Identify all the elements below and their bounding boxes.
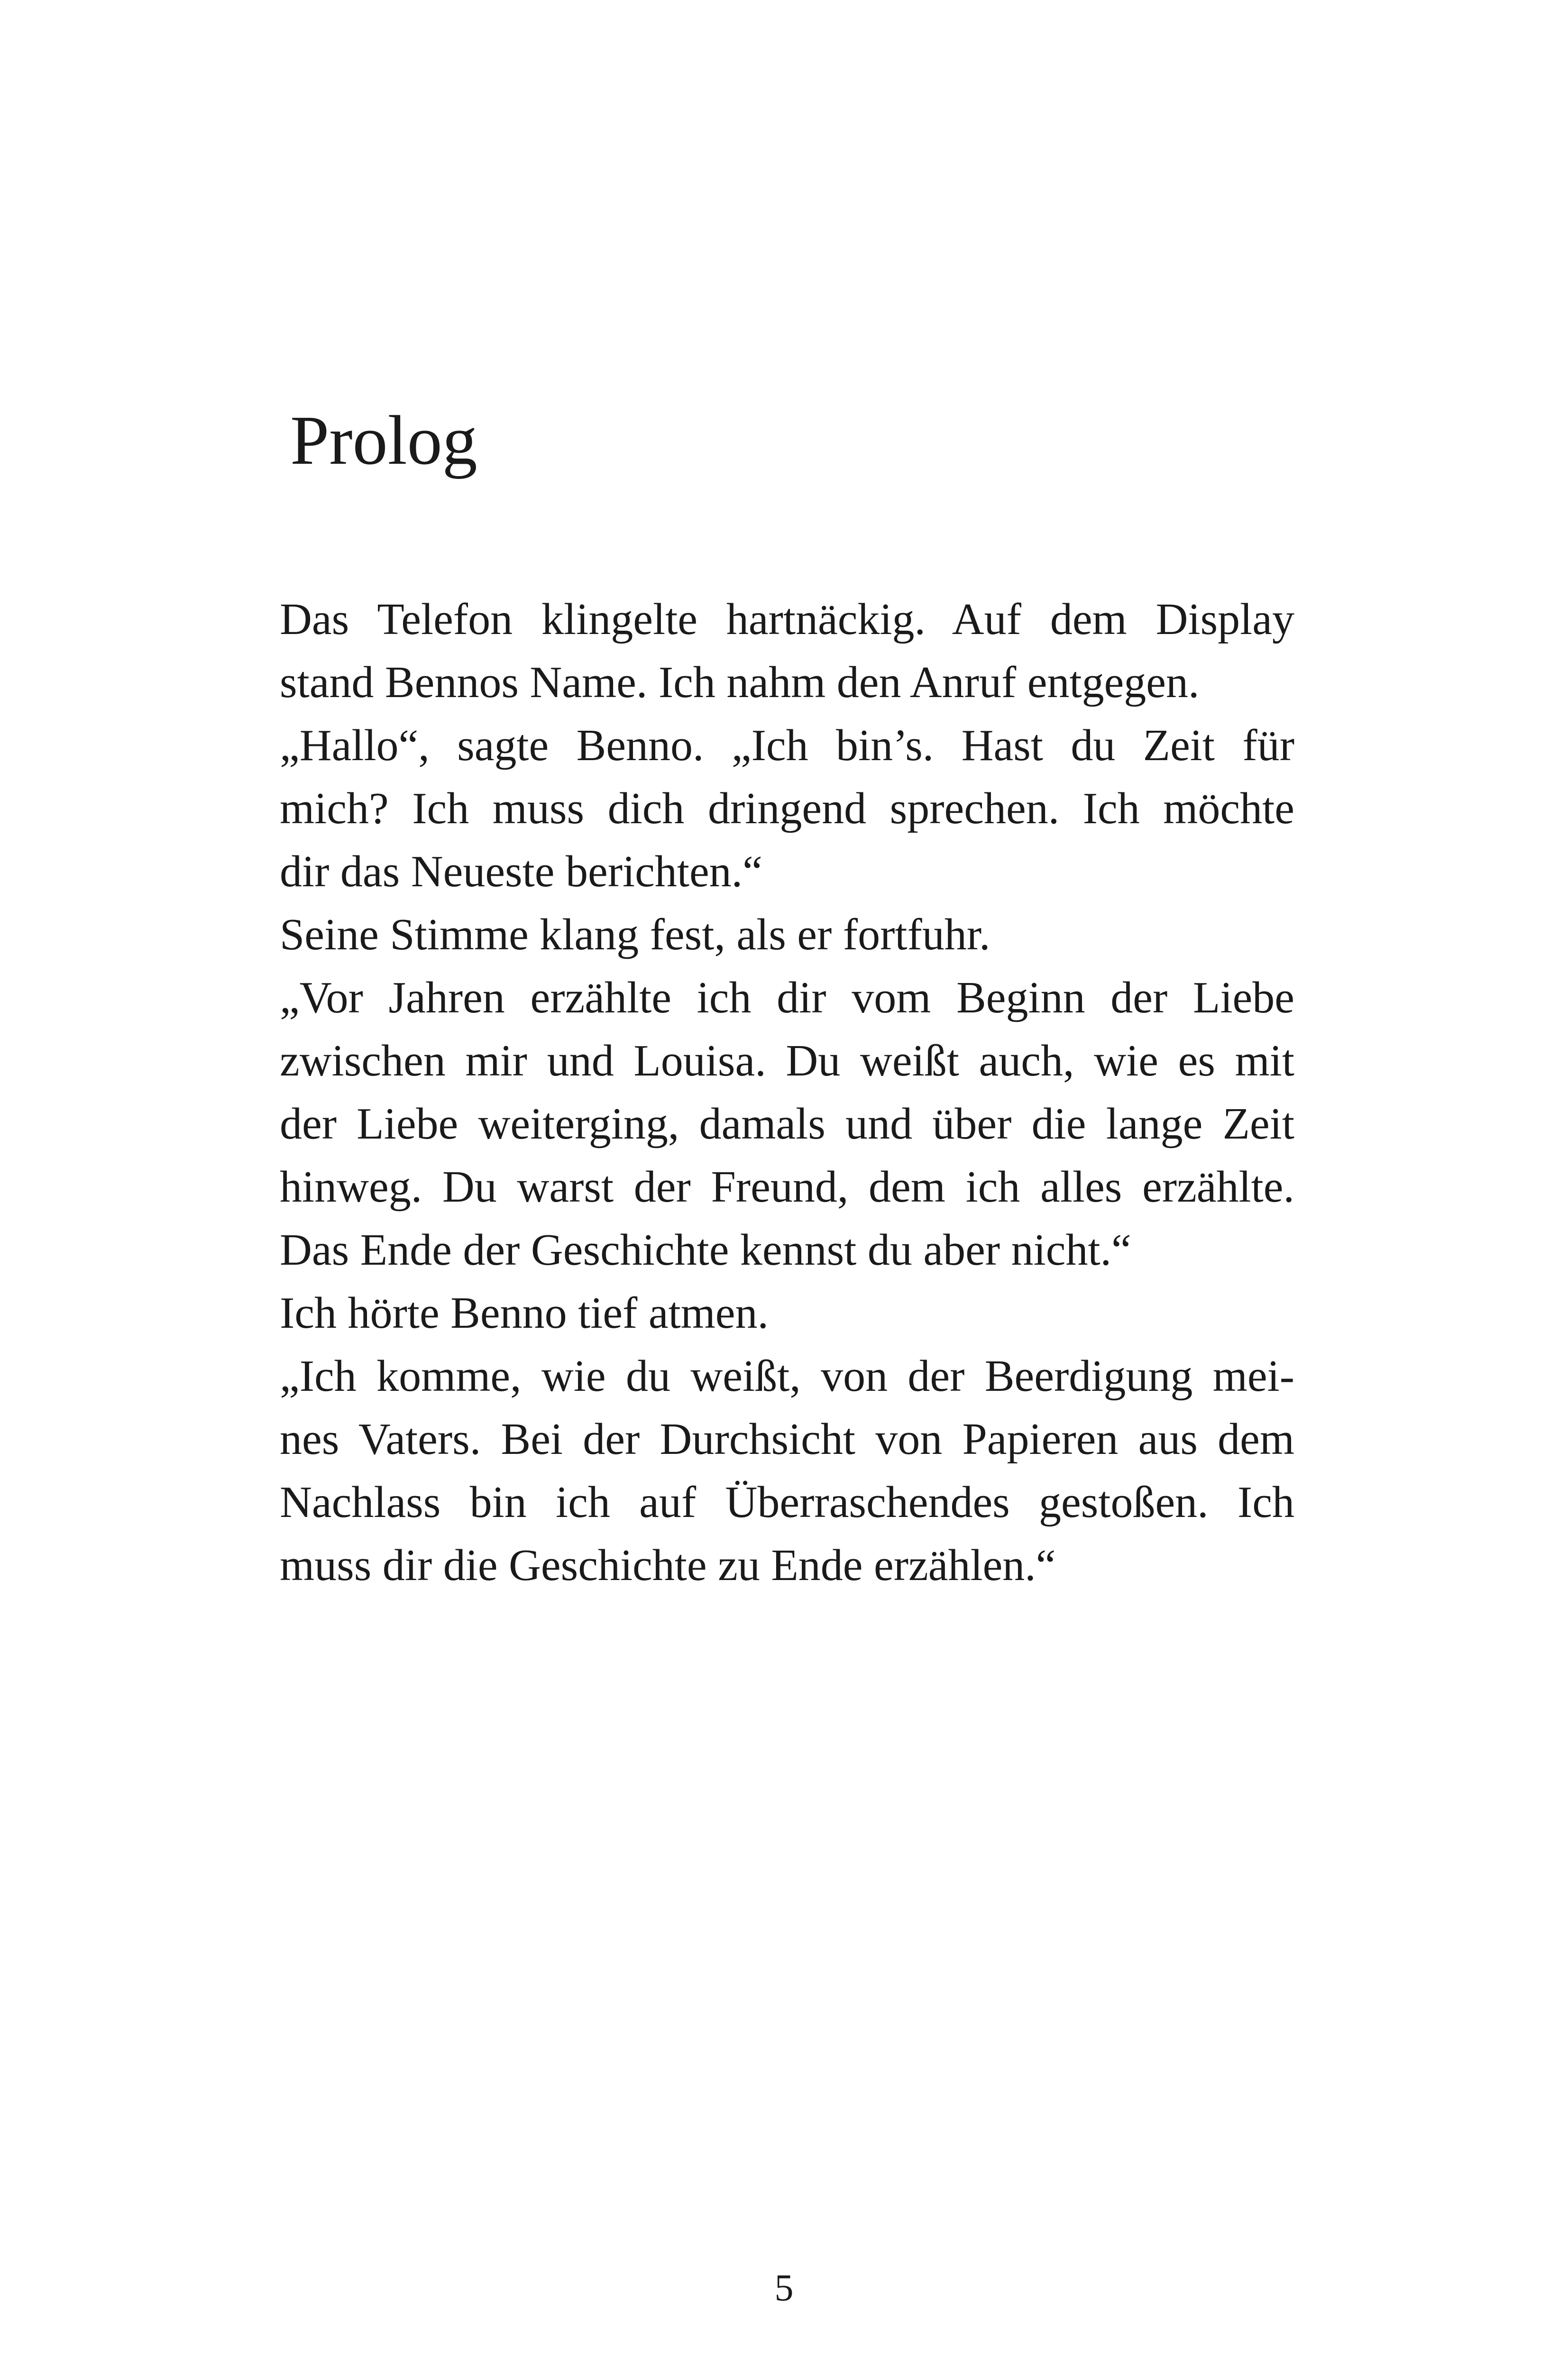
page-number: 5	[774, 2267, 794, 2309]
chapter-title: Prolog	[290, 402, 477, 479]
text-line: „Ich komme, wie du weißt, von der Beerdigung mei-	[280, 1351, 1294, 1401]
text-line: hinweg. Du warst der Freund, dem ich alles erzählte.	[280, 1162, 1294, 1212]
text-line: muss dir die Geschichte zu Ende erzählen.“	[280, 1541, 1056, 1590]
text-line: Das Ende der Geschichte kennst du aber nicht.“	[280, 1225, 1131, 1275]
text-line: Seine Stimme klang fest, als er fortfuhr.	[280, 910, 990, 959]
text-line: stand Bennos Name. Ich nahm den Anruf entgegen.	[280, 658, 1200, 707]
text-line: Nachlass bin ich auf Überraschendes gestoßen. Ich	[280, 1478, 1294, 1527]
text-line: zwischen mir und Louisa. Du weißt auch, wie es mit	[280, 1036, 1294, 1085]
text-line: nes Vaters. Bei der Durchsicht von Papieren aus dem	[280, 1415, 1294, 1464]
text-line: dir das Neueste berichten.“	[280, 847, 762, 896]
text-line: mich? Ich muss dich dringend sprechen. Ich möchte	[280, 784, 1294, 833]
text-line: „Hallo“, sagte Benno. „Ich bin’s. Hast du Zeit für	[280, 721, 1294, 770]
body-text	[280, 588, 1294, 1597]
text-line: „Vor Jahren erzählte ich dir vom Beginn der Liebe	[280, 973, 1294, 1022]
text-line: Ich hörte Benno tief atmen.	[280, 1288, 769, 1338]
text-line: Das Telefon klingelte hartnäckig. Auf dem Display	[280, 595, 1294, 644]
text-line: der Liebe weiterging, damals und über die lange Zeit	[280, 1099, 1294, 1149]
